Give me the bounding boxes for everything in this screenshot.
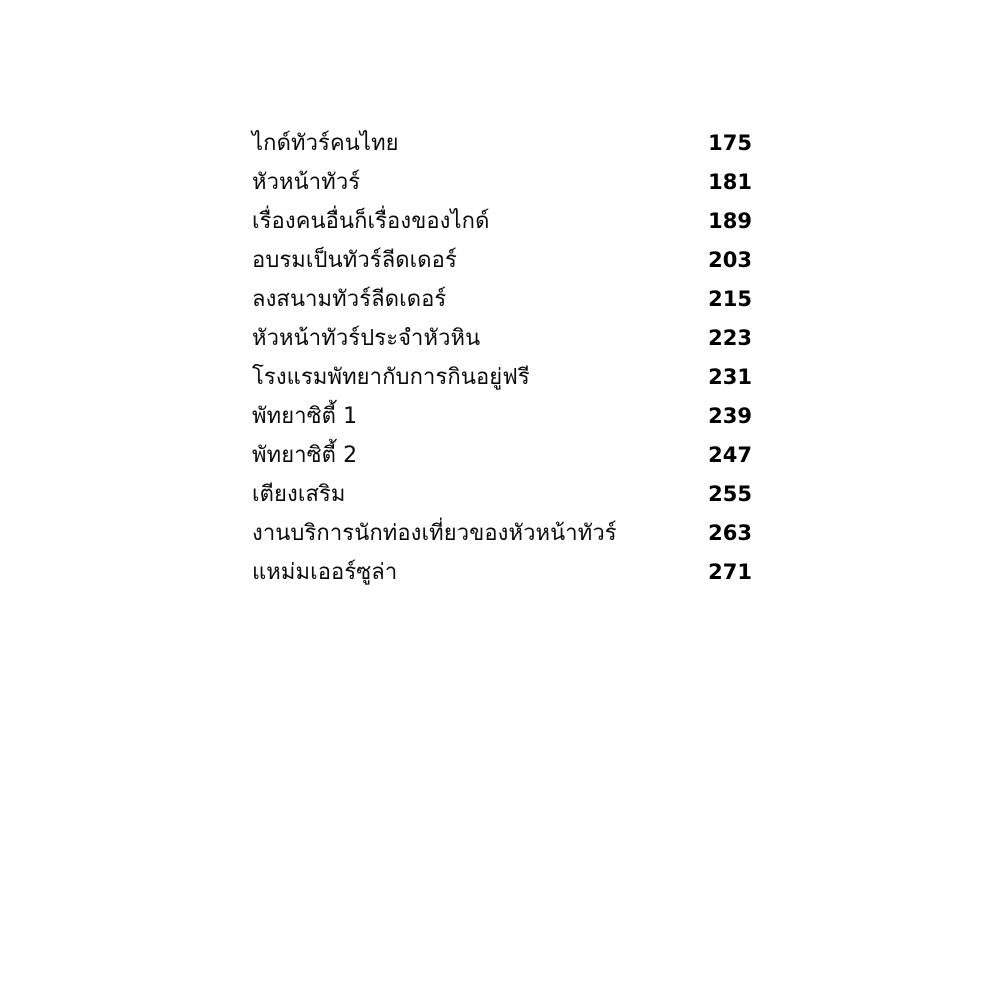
toc-entry-page: 247 <box>708 443 752 467</box>
toc-entry-page: 263 <box>708 521 752 545</box>
toc-entry-page: 203 <box>708 248 752 272</box>
toc-entry[interactable] <box>252 362 752 401</box>
toc-entry-page: 175 <box>708 131 752 155</box>
toc-entry[interactable] <box>252 128 752 167</box>
toc-entry-title: พัทยาซิตี้ 1 <box>252 404 358 429</box>
toc-entry-page: 181 <box>708 170 752 194</box>
toc-entry-page: 215 <box>708 287 752 311</box>
toc-entry[interactable] <box>252 323 752 362</box>
toc-entry-title: เตียงเสริม <box>252 482 346 507</box>
toc-entry-title: ลงสนามทัวร์ลีดเดอร์ <box>252 287 447 312</box>
toc-entry[interactable] <box>252 479 752 518</box>
toc-entry[interactable] <box>252 440 752 479</box>
toc-entry[interactable] <box>252 557 752 596</box>
toc-entry-title: งานบริการนักท่องเที่ยวของหัวหน้าทัวร์ <box>252 521 617 546</box>
toc-entry-page: 239 <box>708 404 752 428</box>
toc-entry[interactable] <box>252 518 752 557</box>
toc-entry-title: หัวหน้าทัวร์ <box>252 170 361 195</box>
toc-entry[interactable] <box>252 284 752 323</box>
toc-entry-title: พัทยาซิตี้ 2 <box>252 443 358 468</box>
toc-entry-title: อบรมเป็นทัวร์ลีดเดอร์ <box>252 248 457 273</box>
toc-entry-page: 223 <box>708 326 752 350</box>
toc-entry-title: เรื่องคนอื่นก็เรื่องของไกด์ <box>252 209 490 234</box>
toc-entry-page: 231 <box>708 365 752 389</box>
toc-entry[interactable] <box>252 245 752 284</box>
toc-entry-title: โรงแรมพัทยากับการกินอยู่ฟรี <box>252 365 530 390</box>
toc-entry-title: ไกด์ทัวร์คนไทย <box>252 131 399 156</box>
toc-entry[interactable] <box>252 206 752 245</box>
toc-entry[interactable] <box>252 401 752 440</box>
toc-entry[interactable] <box>252 167 752 206</box>
toc-entry-page: 271 <box>708 560 752 584</box>
toc-entry-page: 255 <box>708 482 752 506</box>
toc-entry-title: หัวหน้าทัวร์ประจำหัวหิน <box>252 326 481 351</box>
toc-entry-page: 189 <box>708 209 752 233</box>
toc-entry-title: แหม่มเออร์ซูล่า <box>252 560 398 585</box>
table-of-contents <box>252 128 752 596</box>
